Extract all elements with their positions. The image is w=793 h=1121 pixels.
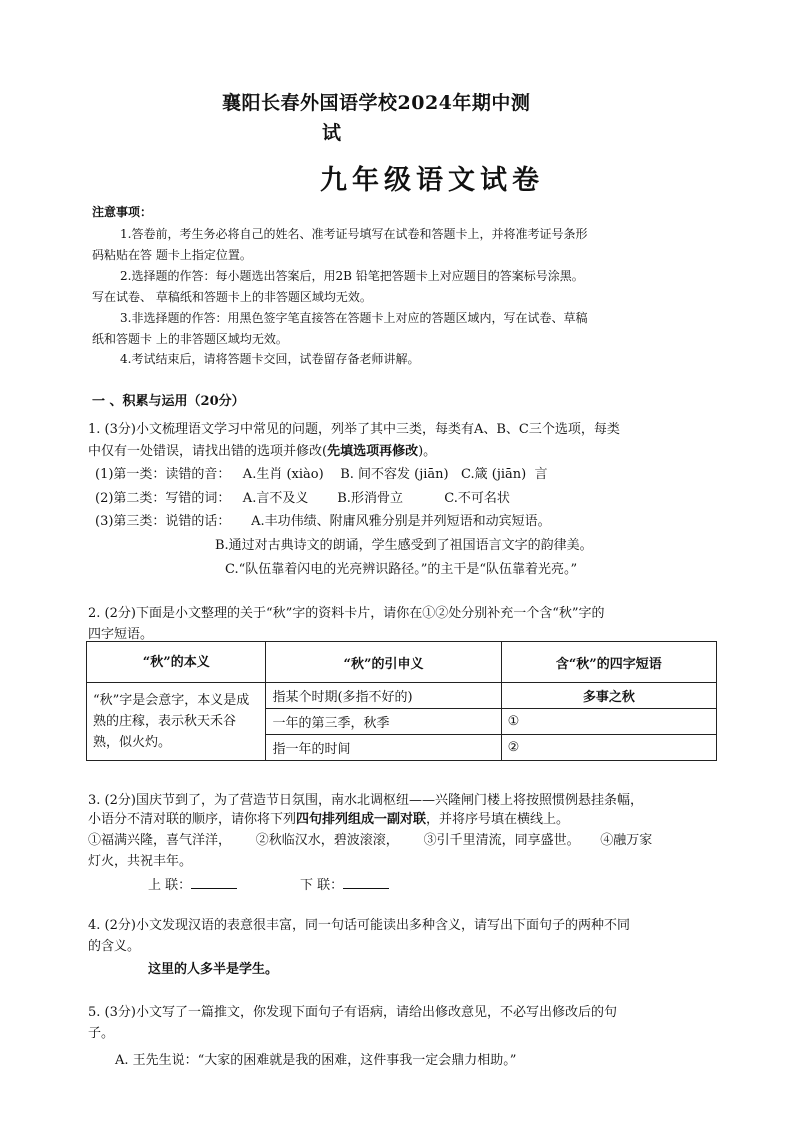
school-title-cont: 试 bbox=[322, 122, 342, 144]
q1-category: (1)第一类：读错的音： A.生肖 (xiào) B. 间不容发 (jiān) C.箴 (jiān) 言 bbox=[95, 467, 548, 482]
q2-line: 四字短语。 bbox=[88, 627, 154, 642]
answer-blank[interactable] bbox=[343, 876, 389, 889]
extended-meaning-cell: 指某个时期(多指不好的) bbox=[266, 683, 501, 709]
origin-meaning-cell: “秋”字是会意字，本义是成熟的庄稼，表示秋天禾谷熟，似火灼。 bbox=[87, 683, 266, 761]
notice-item: 写在试卷、 草稿纸和答题卡上的非答题区域均无效。 bbox=[92, 290, 372, 304]
notice-heading: 注意事项： bbox=[92, 205, 153, 219]
q3-text: 小语分不清对联的顺序，请你将下列 bbox=[88, 812, 297, 827]
q1-option: B.通过对古典诗文的朗诵，学生感受到了祖国语言文字的韵律美。 bbox=[215, 538, 593, 553]
q3-options: 灯火，共祝丰年。 bbox=[88, 854, 193, 869]
q2-line: 2. (2分)下面是小文整理的关于“秋”字的资料卡片，请你在①②处分别补充一个含“秋”字的 bbox=[88, 606, 605, 621]
extended-meaning-cell: 一年的第三季，秋季 bbox=[266, 709, 501, 735]
school-title: 襄阳长春外国语学校2024年期中测 bbox=[222, 92, 531, 114]
answer-blank[interactable] bbox=[191, 876, 237, 889]
q1-option: C.“队伍靠着闪电的光亮辨识路径。”的主干是“队伍靠着光亮。” bbox=[225, 562, 578, 577]
notice-item: 3.非选择题的作答：用黑色签字笔直接答在答题卡上对应的答题区域内，写在试卷、草稿 bbox=[120, 311, 588, 325]
phrase-cell: 多事之秋 bbox=[501, 683, 716, 709]
table-header: 含“秋”的四字短语 bbox=[501, 642, 716, 683]
phrase-blank-cell[interactable]: ② bbox=[501, 735, 716, 761]
q1-line bbox=[88, 440, 436, 459]
table-header: “秋”的本义 bbox=[87, 642, 266, 683]
notice-item: 纸和答题卡 上的非答题区域均无效。 bbox=[92, 332, 288, 346]
lower-label: 下 联： bbox=[300, 878, 344, 893]
q1-emphasis: 先填选项再修改 bbox=[327, 444, 419, 459]
q3-line: 3. (2分)国庆节到了，为了营造节日氛围，南水北调枢纽——兴隆闸门楼上将按照惯例悬挂条幅， bbox=[88, 793, 643, 808]
q1-text: )。 bbox=[418, 444, 437, 459]
notice-item: 4.考试结束后，请将答题卡交回，试卷留存备老师讲解。 bbox=[120, 352, 420, 366]
q1-category: (2)第二类：写错的词： A.言不及义 B.形消骨立 C.不可名状 bbox=[95, 491, 510, 506]
q3-options: ①福满兴隆，喜气洋洋， ②秋临汉水，碧波滚滚， ③引千里清流，同享盛世。 ④融万家 bbox=[88, 833, 653, 848]
phrase-blank-cell[interactable]: ① bbox=[501, 709, 716, 735]
autumn-card-table bbox=[86, 641, 717, 761]
q1-line: 1. (3分)小文梳理语文学习中常见的问题，列举了其中三类，每类有A、B、C三个选项，每类 bbox=[88, 422, 620, 437]
section-heading: 一 、积累与运用（20分） bbox=[92, 394, 245, 409]
q5-option: A. 王先生说：“大家的困难就是我的困难，这件事我一定会鼎力相助。” bbox=[115, 1053, 517, 1068]
q3-emphasis: 四句排列组成一副对联 bbox=[296, 812, 427, 827]
q4-sentence: 这里的人多半是学生。 bbox=[148, 962, 279, 977]
q3-line bbox=[88, 808, 569, 827]
upper-couplet-field[interactable] bbox=[148, 874, 237, 893]
lower-couplet-field[interactable] bbox=[300, 874, 389, 893]
upper-label: 上 联： bbox=[148, 878, 192, 893]
q5-line: 5. (3分)小文写了一篇推文，你发现下面句子有语病，请给出修改意见，不必写出修改后的句 bbox=[88, 1005, 617, 1020]
q1-category: (3)第三类：说错的话： A.丰功伟绩、附庸风雅分别是并列短语和动宾短语。 bbox=[95, 514, 551, 529]
extended-meaning-cell: 指一年的时间 bbox=[266, 735, 501, 761]
table-header: “秋”的引申义 bbox=[266, 642, 501, 683]
q4-line: 4. (2分)小文发现汉语的表意很丰富，同一句话可能读出多种含义，请写出下面句子的两种不同 bbox=[88, 918, 630, 933]
notice-item: 2.选择题的作答：每小题选出答案后，用2B 铅笔把答题卡上对应题目的答案标号涂黑。 bbox=[120, 269, 584, 283]
q1-text: 中仅有一处错误，请找出错的选项并修改( bbox=[88, 444, 328, 459]
exam-title: 九年级语文试卷 bbox=[320, 165, 544, 196]
q5-line: 子。 bbox=[88, 1026, 115, 1041]
q3-text: ，并将序号填在横线上。 bbox=[426, 812, 570, 827]
q4-line: 的含义。 bbox=[88, 939, 141, 954]
notice-item: 码粘贴在答 题卡上指定位置。 bbox=[92, 248, 252, 262]
notice-item: 1.答卷前，考生务必将自己的姓名、准考证号填写在试卷和答题卡上，并将准考证号条形 bbox=[120, 227, 588, 241]
